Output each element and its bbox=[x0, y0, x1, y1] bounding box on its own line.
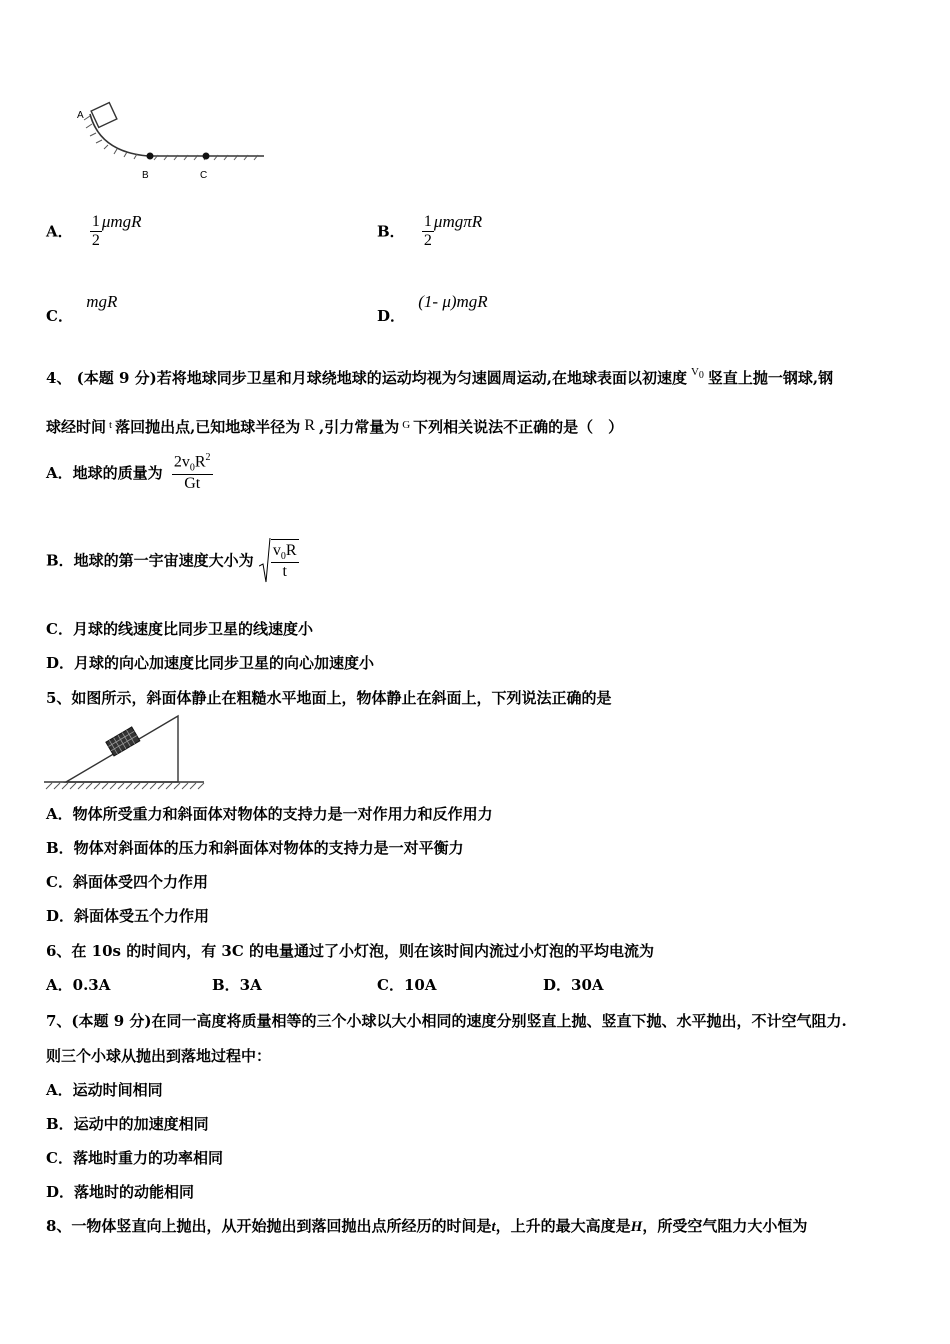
q3-b-expr: μmgπR bbox=[433, 212, 483, 231]
q4-option-a: A．地球的质量为 $\frac{2v_0R^2}{Gt}$ bbox=[46, 452, 211, 492]
q7-option-d: D．落地时的动能相同 bbox=[46, 1183, 195, 1201]
q3-a-expr: μmgR bbox=[101, 212, 142, 231]
q3-c-letter: C． bbox=[46, 307, 73, 325]
q3-option-b bbox=[377, 212, 482, 250]
q5-stem: 5、如图所示，斜面体静止在粗糙水平地面上，物体静止在斜面上，下列说法正确的是 bbox=[46, 689, 612, 707]
label-a: A bbox=[77, 110, 84, 121]
q3-d-expr: (1- μ)mgR bbox=[418, 292, 488, 311]
q4-option-b: B．地球的第一宇宙速度大小为 $\frac{v_0R}{t}$ bbox=[46, 536, 299, 584]
q5-option-b: B．物体对斜面体的压力和斜面体对物体的支持力是一对平衡力 bbox=[46, 839, 464, 857]
q7-stem-line1: 7、(本题 9 分)在同一高度将质量相等的三个小球以大小相同的速度分别竖直上抛、竖直下抛、水平抛出，不计空气阻力. bbox=[46, 1012, 847, 1030]
sqrt-sign bbox=[259, 536, 271, 584]
q4-t: t bbox=[109, 419, 113, 431]
q6-option-d: D．30A bbox=[543, 976, 604, 994]
q3-b-letter: B． bbox=[377, 222, 405, 241]
q7-option-b: B．运动中的加速度相同 bbox=[46, 1115, 209, 1133]
block-on-incline bbox=[106, 727, 140, 756]
q6-stem: 6、在 10s 的时间内，有 3C 的电量通过了小灯泡，则在该时间内流过小灯泡的平均电流为 bbox=[46, 942, 655, 960]
incline-figure bbox=[44, 714, 206, 794]
q4-b-fraction: $\frac{v_0R}{t}$ bbox=[271, 539, 299, 581]
q3-d-letter: D． bbox=[377, 307, 406, 325]
q5-option-a: A．物体所受重力和斜面体对物体的支持力是一对作用力和反作用力 bbox=[46, 805, 493, 823]
q8-h: H bbox=[630, 1219, 643, 1235]
q5-option-d: D．斜面体受五个力作用 bbox=[46, 907, 210, 925]
point-c bbox=[203, 153, 210, 160]
q4-v0: V0 bbox=[690, 366, 704, 382]
q4-stem-line2: 球经时间 $^t$ 落回抛出点,已知地球半径为 R ,引力常量为 $^G$ 下列相关说法不正确的是（ ） bbox=[46, 417, 624, 436]
label-c: C bbox=[200, 170, 208, 181]
q7-option-a: A．运动时间相同 bbox=[46, 1081, 163, 1099]
q4-r: R bbox=[304, 417, 315, 434]
q3-c-expr: mgR bbox=[86, 292, 118, 311]
q3-a-letter: A． bbox=[46, 222, 73, 241]
q4-a-fraction: $\frac{2v_0R^2}{Gt}$ bbox=[173, 452, 211, 492]
q6-option-c: C．10A bbox=[377, 976, 437, 994]
q4-stem-line1: 4、 (本题 9 分)若将地球同步卫星和月球绕地球的运动均视为匀速圆周运动,在地球表面以初速度 $^{V0}$ 竖直上抛一钢球,钢 bbox=[46, 366, 834, 387]
block-a bbox=[91, 103, 117, 128]
q7-stem-line2: 则三个小球从抛出到落地过程中： bbox=[46, 1047, 272, 1065]
q6-option-b: B．3A bbox=[212, 976, 262, 994]
q8-t: t bbox=[491, 1219, 496, 1235]
q3-option-c bbox=[46, 292, 117, 326]
q3-b-fraction: $\frac{1}{2}$ bbox=[423, 212, 432, 249]
q3-option-d bbox=[377, 292, 488, 326]
q6-option-a: A．0.3A bbox=[46, 976, 111, 994]
q5-option-c: C．斜面体受四个力作用 bbox=[46, 873, 208, 891]
q8-stem-line1: 8、一物体竖直向上抛出，从开始抛出到落回抛出点所经历的时间是t，上升的最大高度是H，所受空气阻力大小恒为 bbox=[46, 1217, 808, 1235]
q4-option-d: D．月球的向心加速度比同步卫星的向心加速度小 bbox=[46, 654, 375, 672]
q4-g: G bbox=[402, 419, 411, 431]
track-figure bbox=[44, 98, 294, 190]
q7-option-c: C．落地时重力的功率相同 bbox=[46, 1149, 223, 1167]
q4-option-c: C．月球的线速度比同步卫星的线速度小 bbox=[46, 620, 313, 638]
point-b bbox=[147, 153, 154, 160]
label-b: B bbox=[142, 170, 149, 181]
q3-option-a bbox=[46, 212, 142, 250]
q3-a-fraction: $\frac{1}{2}$ bbox=[91, 212, 100, 249]
